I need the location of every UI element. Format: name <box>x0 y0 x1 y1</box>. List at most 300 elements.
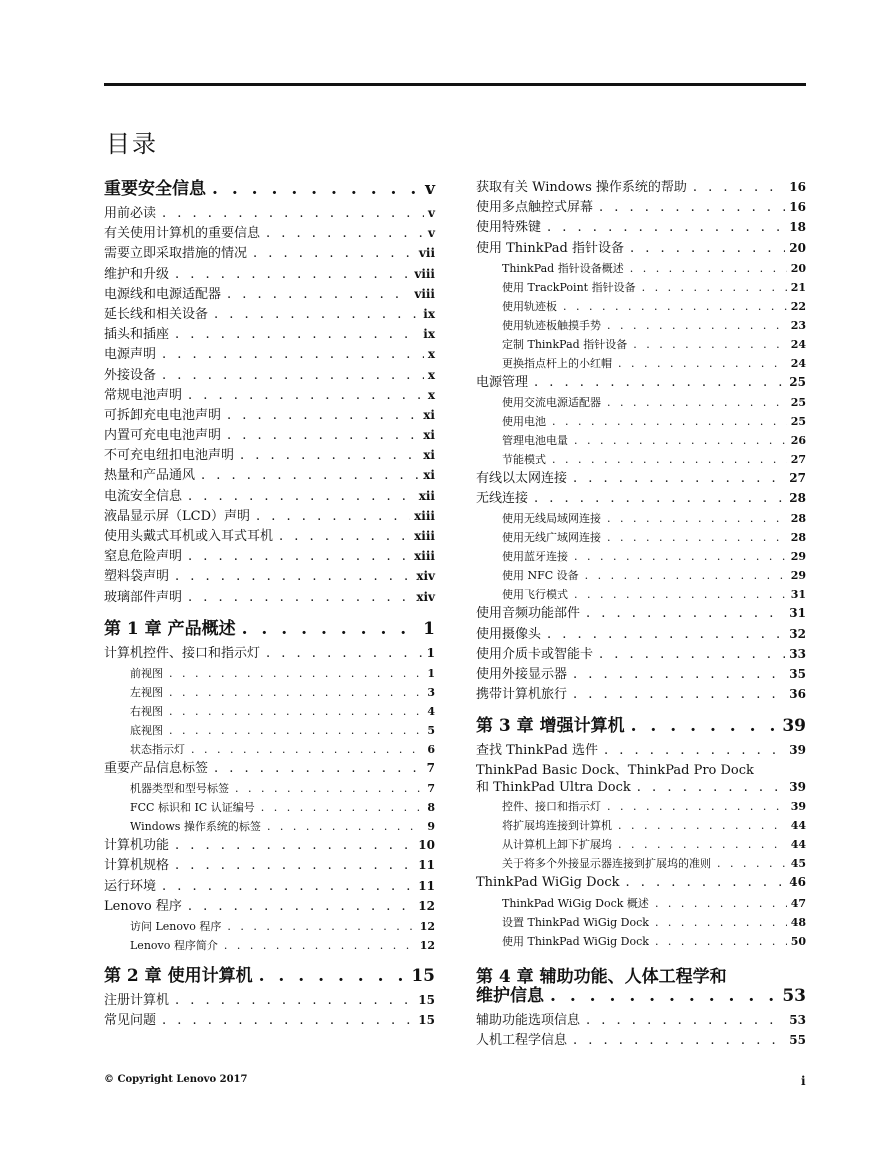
toc-left-column <box>104 180 435 1033</box>
toc-entry-page: v <box>428 206 435 220</box>
toc-entry-label: 从计算机上卸下扩展坞 <box>502 838 612 852</box>
toc-entry-label: 状态指示灯 <box>130 742 185 756</box>
toc-entry[interactable] <box>104 646 435 666</box>
dot-leader <box>586 606 785 621</box>
toc-entry[interactable] <box>476 530 806 549</box>
dot-leader <box>547 627 785 642</box>
toc-entry-page: 44 <box>790 838 806 852</box>
dot-leader <box>201 468 419 483</box>
toc-entry-page: 31 <box>790 588 806 602</box>
toc-entry-page: 33 <box>789 646 806 661</box>
dot-leader <box>637 780 786 795</box>
toc-entry-page: 15 <box>418 992 435 1007</box>
toc-entry[interactable] <box>104 704 435 723</box>
toc-entry[interactable] <box>104 938 435 957</box>
toc-entry[interactable] <box>476 180 806 200</box>
toc-entry-label: 不可充电纽扣电池声明 <box>104 448 235 464</box>
dot-leader <box>227 408 419 423</box>
toc-entry-label: 常规电池声明 <box>104 387 183 403</box>
toc-entry-label: 使用特殊键 <box>476 220 542 236</box>
toc-entry[interactable] <box>476 915 806 934</box>
toc-entry[interactable] <box>476 337 806 356</box>
toc-entry[interactable] <box>476 433 806 452</box>
toc-entry[interactable] <box>476 856 806 875</box>
toc-entry[interactable] <box>104 408 435 428</box>
toc-entry-label: 外接设备 <box>104 367 157 383</box>
toc-entry-page: 46 <box>789 875 806 890</box>
toc-entry[interactable] <box>104 800 435 819</box>
toc-entry[interactable] <box>104 685 435 704</box>
toc-chapter-entry[interactable] <box>476 716 806 743</box>
dot-leader <box>261 800 424 815</box>
toc-entry-label: 内置可充电电池声明 <box>104 428 222 444</box>
page-number: i <box>801 1074 806 1088</box>
toc-entry[interactable] <box>476 452 806 471</box>
dot-leader <box>256 509 410 524</box>
toc-entry[interactable] <box>476 667 806 687</box>
toc-entry-page: 23 <box>790 318 806 332</box>
dot-leader <box>607 799 787 814</box>
dot-leader <box>655 896 787 911</box>
toc-entry[interactable] <box>104 529 435 549</box>
toc-entry[interactable] <box>104 993 435 1013</box>
toc-entry-page: xii <box>418 488 435 503</box>
dot-leader <box>618 837 787 852</box>
toc-entry-label: 使用无线局域网连接 <box>502 512 601 526</box>
toc-entry[interactable] <box>476 395 806 414</box>
toc-entry-page: 3 <box>427 685 435 699</box>
dot-leader <box>267 819 423 834</box>
dot-leader <box>586 1013 785 1028</box>
toc-entry[interactable] <box>104 448 435 468</box>
toc-entry-label: 注册计算机 <box>104 992 170 1008</box>
toc-entry[interactable] <box>476 647 806 667</box>
toc-entry[interactable] <box>104 246 435 266</box>
dot-leader <box>563 299 787 314</box>
dot-leader <box>655 915 787 930</box>
toc-entry-page: 11 <box>418 878 435 893</box>
toc-entry-page: xi <box>423 468 435 483</box>
dot-leader <box>266 646 423 661</box>
toc-entry-page: 27 <box>790 452 806 466</box>
toc-entry[interactable] <box>476 896 806 915</box>
toc-entry-page: 16 <box>789 180 806 194</box>
toc-entry-label: ThinkPad WiGig Dock <box>476 875 620 891</box>
toc-entry[interactable] <box>476 743 806 763</box>
toc-entry-page: 21 <box>790 280 806 294</box>
toc-entry-page: 16 <box>789 200 806 215</box>
toc-entry[interactable] <box>476 200 806 220</box>
toc-entry-label: 使用电池 <box>502 414 546 428</box>
toc-entry-label: 计算机功能 <box>104 838 170 854</box>
dot-leader <box>573 687 785 702</box>
toc-entry-label: 访问 Lenovo 程序 <box>130 919 222 933</box>
toc-entry-label: 第 2 章 使用计算机 <box>104 965 253 986</box>
toc-entry-page: 50 <box>790 934 806 948</box>
toc-entry-page: 15 <box>418 1013 435 1028</box>
toc-entry-page: 1 <box>423 618 435 639</box>
toc-entry-label: FCC 标识和 IC 认证编号 <box>130 801 255 815</box>
toc-chapter-entry[interactable] <box>104 965 435 993</box>
toc-entry[interactable] <box>104 761 435 781</box>
toc-entry-page: 22 <box>790 299 806 313</box>
toc-entry-label: 使用介质卡或智能卡 <box>476 646 594 662</box>
toc-entry[interactable] <box>104 468 435 488</box>
dot-leader <box>630 241 785 256</box>
toc-entry-page: vii <box>418 246 435 261</box>
toc-right-column <box>476 180 806 1053</box>
toc-entry-page: 39 <box>789 780 806 795</box>
toc-entry-label: 可拆卸充电电池声明 <box>104 407 222 423</box>
toc-entry-label: 前视图 <box>130 666 163 680</box>
toc-entry-label: 定制 ThinkPad 指针设备 <box>502 337 628 351</box>
toc-entry-page: 45 <box>790 857 806 871</box>
dot-leader <box>607 395 787 410</box>
toc-entry-page: 25 <box>790 414 806 428</box>
toc-entry-label: Lenovo 程序 <box>104 898 182 914</box>
toc-entry[interactable] <box>104 819 435 838</box>
dot-leader <box>175 569 412 584</box>
toc-entry-label: 用前必读 <box>104 206 157 221</box>
toc-entry[interactable] <box>104 879 435 899</box>
toc-entry-page: xiv <box>416 589 435 604</box>
toc-entry[interactable] <box>104 388 435 408</box>
toc-entry-page: 39 <box>782 716 806 737</box>
toc-entry-page: xi <box>423 428 435 443</box>
toc-entry[interactable] <box>104 569 435 589</box>
toc-entry-label: 机器类型和型号标签 <box>130 782 229 796</box>
dot-leader <box>188 388 424 403</box>
toc-entry-label: 电流安全信息 <box>104 488 183 504</box>
dot-leader <box>573 667 785 682</box>
dot-leader <box>693 180 785 195</box>
dot-leader <box>162 347 424 362</box>
toc-entry[interactable] <box>476 414 806 433</box>
toc-entry[interactable] <box>476 375 806 395</box>
toc-entry-label: 使用飞行模式 <box>502 588 568 602</box>
toc-entry[interactable] <box>104 206 435 226</box>
toc-entry[interactable] <box>104 549 435 569</box>
toc-entry-label: 塑料袋声明 <box>104 569 170 585</box>
toc-entry-page: viii <box>414 286 435 301</box>
toc-entry[interactable] <box>476 763 806 799</box>
toc-entry-page: 1 <box>426 645 435 660</box>
toc-entry[interactable] <box>104 858 435 878</box>
toc-entry-page: 12 <box>419 938 435 952</box>
toc-entry-page: 48 <box>790 915 806 929</box>
toc-entry-page: 28 <box>790 531 806 545</box>
dot-leader <box>242 622 420 637</box>
dot-leader <box>162 1013 414 1028</box>
toc-entry-label: 控件、接口和指示灯 <box>502 800 601 814</box>
dot-leader <box>214 761 423 776</box>
dot-leader <box>191 742 423 757</box>
toc-entry-label: 使用 TrackPoint 指针设备 <box>502 280 636 294</box>
dot-leader <box>175 838 414 853</box>
toc-entry[interactable] <box>476 491 806 511</box>
toc-entry[interactable] <box>104 428 435 448</box>
toc-entry-page: xi <box>423 407 435 422</box>
dot-leader <box>188 549 410 564</box>
dot-leader <box>607 530 787 545</box>
dot-leader <box>552 452 787 467</box>
toc-entry[interactable] <box>104 666 435 685</box>
toc-entry[interactable] <box>104 226 435 246</box>
dot-leader <box>534 375 785 390</box>
toc-entry-label: 玻璃部件声明 <box>104 589 183 605</box>
toc-entry-label: 运行环境 <box>104 878 157 894</box>
toc-entry[interactable] <box>104 307 435 327</box>
toc-entry[interactable] <box>104 919 435 938</box>
toc-entry-label: 插头和插座 <box>104 327 170 343</box>
toc-entry[interactable] <box>476 837 806 856</box>
toc-entry[interactable] <box>476 606 806 626</box>
toc-entry-page: ix <box>423 327 435 342</box>
toc-entry-label: 需要立即采取措施的情况 <box>104 246 248 262</box>
dot-leader <box>240 448 419 463</box>
toc-entry[interactable] <box>476 799 806 818</box>
toc-entry[interactable] <box>104 838 435 858</box>
toc-entry-label: 使用 ThinkPad 指针设备 <box>476 240 624 256</box>
toc-entry-label: 使用音频功能部件 <box>476 606 581 622</box>
toc-entry-page: 11 <box>418 858 435 873</box>
toc-entry-label: Windows 操作系统的标签 <box>130 820 261 834</box>
toc-entry[interactable] <box>104 1013 435 1033</box>
toc-entry-page: 39 <box>790 800 806 814</box>
toc-entry[interactable] <box>476 549 806 568</box>
toc-entry[interactable] <box>476 1013 806 1033</box>
toc-chapter-entry[interactable] <box>476 965 806 1013</box>
toc-entry <box>476 780 806 799</box>
toc-entry-page: 25 <box>789 374 806 389</box>
toc-entry[interactable] <box>476 875 806 895</box>
dot-leader <box>630 261 787 276</box>
toc-entry-page: 26 <box>790 433 806 447</box>
dot-leader <box>585 568 787 583</box>
dot-leader <box>162 368 424 383</box>
toc-entry-page: v <box>425 179 435 199</box>
dot-leader <box>626 875 786 890</box>
dot-leader <box>607 318 787 333</box>
toc-entry-page: 36 <box>789 687 806 702</box>
toc-entry[interactable] <box>476 568 806 587</box>
toc-entry-label: 底视图 <box>130 723 163 737</box>
toc-entry[interactable] <box>476 471 806 491</box>
dot-leader <box>574 433 787 448</box>
toc-entry[interactable] <box>104 509 435 529</box>
dot-leader <box>573 471 785 486</box>
toc-entry[interactable] <box>104 347 435 367</box>
toc-entry[interactable] <box>476 241 806 261</box>
dot-leader <box>212 182 421 197</box>
toc-entry-label: 窒息危险声明 <box>104 549 183 565</box>
copyright-notice: © Copyright Lenovo 2017 <box>104 1074 248 1085</box>
dot-leader <box>573 1033 785 1048</box>
toc-entry[interactable] <box>476 280 806 299</box>
toc-entry[interactable] <box>104 742 435 761</box>
dot-leader <box>266 226 424 241</box>
dot-leader <box>631 719 779 734</box>
toc-entry-page: 7 <box>427 782 435 796</box>
toc-entry[interactable] <box>476 1033 806 1053</box>
toc-entry[interactable] <box>104 368 435 388</box>
toc-entry-label: 左视图 <box>130 685 163 699</box>
toc-entry[interactable] <box>104 781 435 800</box>
dot-leader <box>227 428 419 443</box>
toc-entry-page: xi <box>423 448 435 463</box>
dot-leader <box>253 246 415 261</box>
toc-entry-label: 使用轨迹板触摸手势 <box>502 318 601 332</box>
toc-entry[interactable] <box>476 299 806 318</box>
toc-entry-label: 节能模式 <box>502 452 546 466</box>
toc-chapter-entry[interactable] <box>104 179 435 206</box>
dot-leader <box>279 529 410 544</box>
toc-entry-label: 电源线和电源适配器 <box>104 286 222 302</box>
toc-entry[interactable] <box>476 687 806 707</box>
toc-entry-page: 32 <box>789 626 806 641</box>
dot-leader <box>169 723 423 738</box>
dot-leader <box>618 818 787 833</box>
toc-entry-label: 获取有关 Windows 操作系统的帮助 <box>476 180 687 195</box>
toc-entry[interactable] <box>476 220 806 240</box>
dot-leader <box>188 590 412 605</box>
toc-entry-label: 热量和产品通风 <box>104 468 196 484</box>
toc-entry-label: 使用 NFC 设备 <box>502 569 579 583</box>
toc-entry-label: 电源声明 <box>104 347 157 363</box>
toc-entry-label: ThinkPad WiGig Dock 概述 <box>502 896 649 910</box>
toc-entry-page: viii <box>414 266 435 281</box>
toc-entry-page: 31 <box>789 606 806 621</box>
toc-entry-label: 使用头戴式耳机或入耳式耳机 <box>104 529 274 544</box>
toc-entry-page: xiv <box>416 569 435 584</box>
toc-entry-label: 计算机规格 <box>104 858 170 874</box>
dot-leader <box>224 938 416 953</box>
dot-leader <box>633 337 786 352</box>
toc-entry-label: 维护和升级 <box>104 266 170 282</box>
toc-entry-page: 1 <box>427 666 435 680</box>
toc-entry[interactable] <box>104 287 435 307</box>
toc-entry-page: 53 <box>782 985 806 1006</box>
toc-entry-page: 28 <box>790 512 806 526</box>
toc-entry[interactable] <box>104 489 435 509</box>
dot-leader <box>162 879 414 894</box>
toc-entry-label: 查找 ThinkPad 选件 <box>476 743 598 759</box>
toc-entry[interactable] <box>476 587 806 606</box>
toc-entry-label: 使用外接显示器 <box>476 666 568 682</box>
dot-leader <box>574 587 787 602</box>
dot-leader <box>574 549 787 564</box>
toc-entry-page: 28 <box>789 491 806 506</box>
toc-entry-label: 重要产品信息标签 <box>104 760 209 776</box>
toc-entry-label: 无线连接 <box>476 491 529 507</box>
toc-entry-page: 53 <box>789 1012 806 1027</box>
toc-entry[interactable] <box>476 261 806 280</box>
dot-leader <box>214 307 419 322</box>
dot-leader <box>655 934 787 949</box>
toc-entry-page: xiii <box>414 549 435 564</box>
toc-entry-label: 有线以太网连接 <box>476 470 568 486</box>
dot-leader <box>227 287 410 302</box>
toc-entry-page: x <box>427 387 435 402</box>
toc-entry-page: 24 <box>790 337 806 351</box>
toc-entry-label-line1: 第 4 章 辅助功能、人体工程学和 <box>476 966 727 987</box>
toc-entry-page: 6 <box>427 742 435 756</box>
toc-entry-label: 辅助功能选项信息 <box>476 1012 581 1028</box>
toc-entry[interactable] <box>104 899 435 919</box>
toc-entry-page: 27 <box>789 470 806 485</box>
toc-entry-label: 使用无线广域网连接 <box>502 531 601 545</box>
dot-leader <box>175 858 414 873</box>
toc-entry-label: 使用 ThinkPad WiGig Dock <box>502 934 649 948</box>
toc-entry-page: 55 <box>789 1032 806 1047</box>
toc-entry-label: 维护信息 <box>476 985 544 1006</box>
toc-entry[interactable] <box>104 723 435 742</box>
toc-entry-label: 计算机控件、接口和指示灯 <box>104 645 261 661</box>
toc-entry-label-line1: ThinkPad Basic Dock、ThinkPad Pro Dock <box>476 763 754 779</box>
toc-entry-label: 使用摄像头 <box>476 626 542 642</box>
dot-leader <box>599 647 785 662</box>
toc-entry-page: 12 <box>418 898 435 913</box>
dot-leader <box>717 856 787 871</box>
toc-entry-page: v <box>428 226 435 241</box>
dot-leader <box>550 989 778 1004</box>
dot-leader <box>188 899 414 914</box>
dot-leader <box>175 993 414 1008</box>
toc-entry-page: xiii <box>414 529 435 543</box>
toc-entry[interactable] <box>476 934 806 953</box>
toc-entry-label: 右视图 <box>130 704 163 718</box>
dot-leader <box>235 781 423 796</box>
dot-leader <box>169 666 423 681</box>
toc-entry[interactable] <box>476 356 806 375</box>
toc-entry-label: 设置 ThinkPad WiGig Dock <box>502 915 649 929</box>
dot-leader <box>552 414 787 429</box>
toc-entry-label: 延长线和相关设备 <box>104 306 209 322</box>
toc-entry-page: ix <box>423 306 435 321</box>
toc-entry-label: 使用多点触控式屏幕 <box>476 200 594 216</box>
dot-leader <box>547 220 785 235</box>
toc-entry-label: ThinkPad 指针设备概述 <box>502 261 624 275</box>
page-title: 目录 <box>106 130 158 158</box>
toc-entry-page: x <box>427 367 435 382</box>
toc-entry[interactable] <box>476 627 806 647</box>
toc-entry-label: 第 1 章 产品概述 <box>104 618 236 639</box>
toc-entry-label: 重要安全信息 <box>104 179 206 199</box>
dot-leader <box>227 919 415 934</box>
dot-leader <box>599 200 785 215</box>
toc-entry-label: 有关使用计算机的重要信息 <box>104 226 261 242</box>
toc-entry[interactable] <box>476 818 806 837</box>
toc-chapter-entry[interactable] <box>104 618 435 646</box>
toc-entry[interactable] <box>104 590 435 610</box>
toc-entry-page: 25 <box>790 395 806 409</box>
toc-entry-label: 将扩展坞连接到计算机 <box>502 819 612 833</box>
toc-entry-label: 和 ThinkPad Ultra Dock <box>476 780 631 796</box>
dot-leader <box>169 685 423 700</box>
toc-entry-page: x <box>427 347 435 362</box>
toc-entry-label: 常见问题 <box>104 1013 157 1029</box>
toc-entry-label: 使用轨迹板 <box>502 299 557 313</box>
toc-entry[interactable] <box>476 318 806 337</box>
toc-entry-page: 24 <box>790 356 806 370</box>
toc-entry[interactable] <box>476 511 806 530</box>
toc-entry[interactable] <box>104 327 435 347</box>
toc-entry[interactable] <box>104 267 435 287</box>
toc-entry-page: 39 <box>789 743 806 758</box>
toc-entry-page: 5 <box>427 723 435 737</box>
toc-entry-page: 29 <box>790 550 806 564</box>
toc-entry-label: 电源管理 <box>476 374 529 390</box>
